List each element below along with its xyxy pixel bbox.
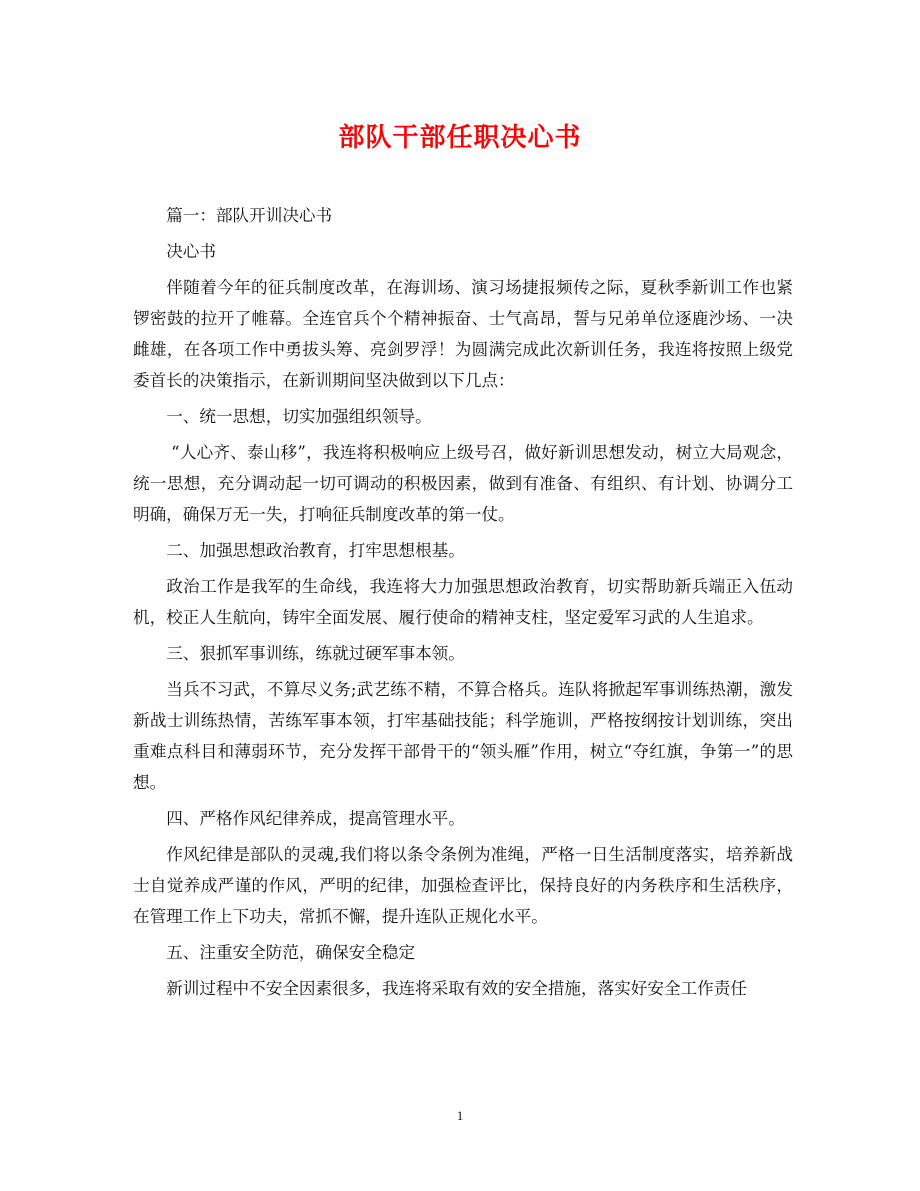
document-body — [133, 200, 793, 1009]
intro-paragraph: 伴随着今年的征兵制度改革，在海训场、演习场捷报频传之际，夏秋季新训工作也紧锣密鼓的拉开了帷幕。全连官兵个个精神振奋、士气高昂，誓与兄弟单位逐鹿沙场、一决雌雄，在各项工作中勇拔头筹、亮剑罗浮！为圆满完成此次新训任务，我连将按照上级党委首长的决策指示，在新训期间坚决做到以下几点： — [133, 278, 793, 390]
point-paragraph-5: 新训过程中不安全因素很多，我连将采取有效的安全措施，落实好安全工作责任 — [166, 979, 747, 998]
page-number: 1 — [456, 1108, 464, 1123]
point-heading-3: 三、狠抓军事训练，练就过硬军事本领。 — [166, 644, 465, 663]
point-heading-1: 一、统一思想，切实加强组织领导。 — [166, 407, 432, 426]
point-paragraph-4: 作风纪律是部队的灵魂,我们将以条令条例为准绳，严格一日生活制度落实，培养新战士自觉养成严谨的作风，严明的纪律，加强检查评比，保持良好的内务秩序和生活秩序，在管理工作上下功夫，常抓不懈，提升连队正规化水平。 — [133, 845, 793, 926]
point-paragraph-2: 政治工作是我军的生命线，我连将大力加强思想政治教育，切实帮助新兵端正入伍动机，校正人生航向，铸牢全面发展、履行使命的精神支柱，坚定爱军习武的人生追求。 — [133, 577, 793, 627]
point-paragraph-3: 当兵不习武，不算尽义务;武艺练不精，不算合格兵。连队将掀起军事训练热潮，激发新战士训练热情，苦练军事本领，打牢基础技能；科学施训，严格按纲按计划训练，突出重难点科目和薄弱环节，充分发挥干部骨干的“领头雁”作用，树立“夺红旗，争第一”的思想。 — [133, 680, 793, 792]
point-paragraph-1: “人心齐、泰山移”，我连将积极响应上级号召，做好新训思想发动，树立大局观念，统一思想，充分调动起一切可调动的积极因素，做到有准备、有组织、有计划、协调分工明确，确保万无一失，打响征兵制度改革的第一仗。 — [133, 443, 793, 524]
section-heading: 篇一：部队开训决心书 — [166, 206, 333, 225]
point-heading-4: 四、严格作风纪律养成，提高管理水平。 — [166, 809, 465, 828]
point-heading-2: 二、加强思想政治教育，打牢思想根基。 — [166, 541, 465, 560]
document-title: 部队干部任职决心书 — [338, 123, 582, 153]
letter-heading: 决心书 — [166, 242, 216, 261]
point-heading-5: 五、注重安全防范，确保安全稳定 — [166, 943, 416, 962]
